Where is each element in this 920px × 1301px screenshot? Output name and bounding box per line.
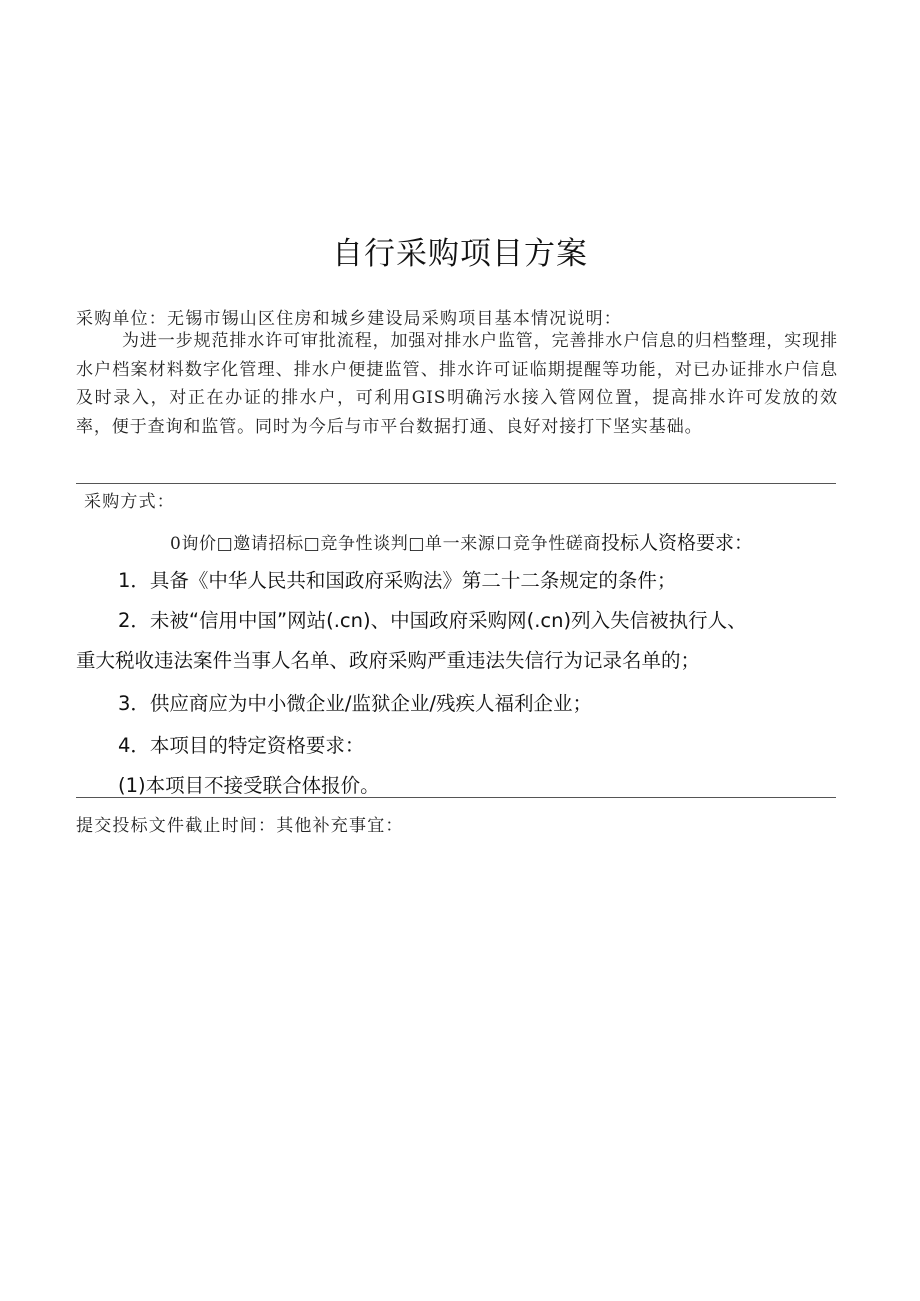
- requirement-1: 1．具备《中华人民共和国政府采购法》第二十二条规定的条件；: [118, 569, 677, 592]
- procurement-unit-line: 采购单位：无锡市锡山区住房和城乡建设局采购项目基本情况说明：: [76, 309, 622, 329]
- deadline-and-notes-line: 提交投标文件截止时间：其他补充事宜：: [76, 816, 404, 836]
- project-description: 为进一步规范排水许可审批流程，加强对排水户监管，完善排水户信息的归档整理，实现排水户档案材料数字化管理、排水户便捷监管、排水许可证临期提醒等功能，对已办证排水户信息及时录入，对正在办证的排水户，可利用GIS明确污水接入管网位置，提高排水许可发放的效率，便于查询和监管。同时为今后与市平台数据打通、良好对接打下坚实基础。: [76, 331, 838, 437]
- requirement-4-1: (1)本项目不接受联合体报价。: [118, 774, 380, 797]
- requirement-3: 3．供应商应为中小微企业/监狱企业/残疾人福利企业；: [118, 692, 593, 715]
- method-and-qualification-row: [170, 528, 753, 555]
- procurement-method-label: 采购方式：: [84, 492, 175, 512]
- requirement-4: 4．本项目的特定资格要求：: [118, 734, 365, 757]
- qualification-heading: 投标人资格要求：: [601, 532, 754, 554]
- procurement-method-options: 0询价□邀请招标□竞争性谈判□单一来源口竞争性磋商: [170, 534, 602, 554]
- requirement-2-continued: 重大税收违法案件当事人名单、政府采购严重违法失信行为记录名单的；: [76, 649, 701, 672]
- document-title: 自行采购项目方案: [332, 236, 588, 272]
- divider-top: [76, 483, 836, 484]
- divider-bottom: [76, 797, 836, 798]
- requirement-2: 2．未被“信用中国”网站(.cn)、中国政府采购网(.cn)列入失信被执行人、: [118, 609, 747, 632]
